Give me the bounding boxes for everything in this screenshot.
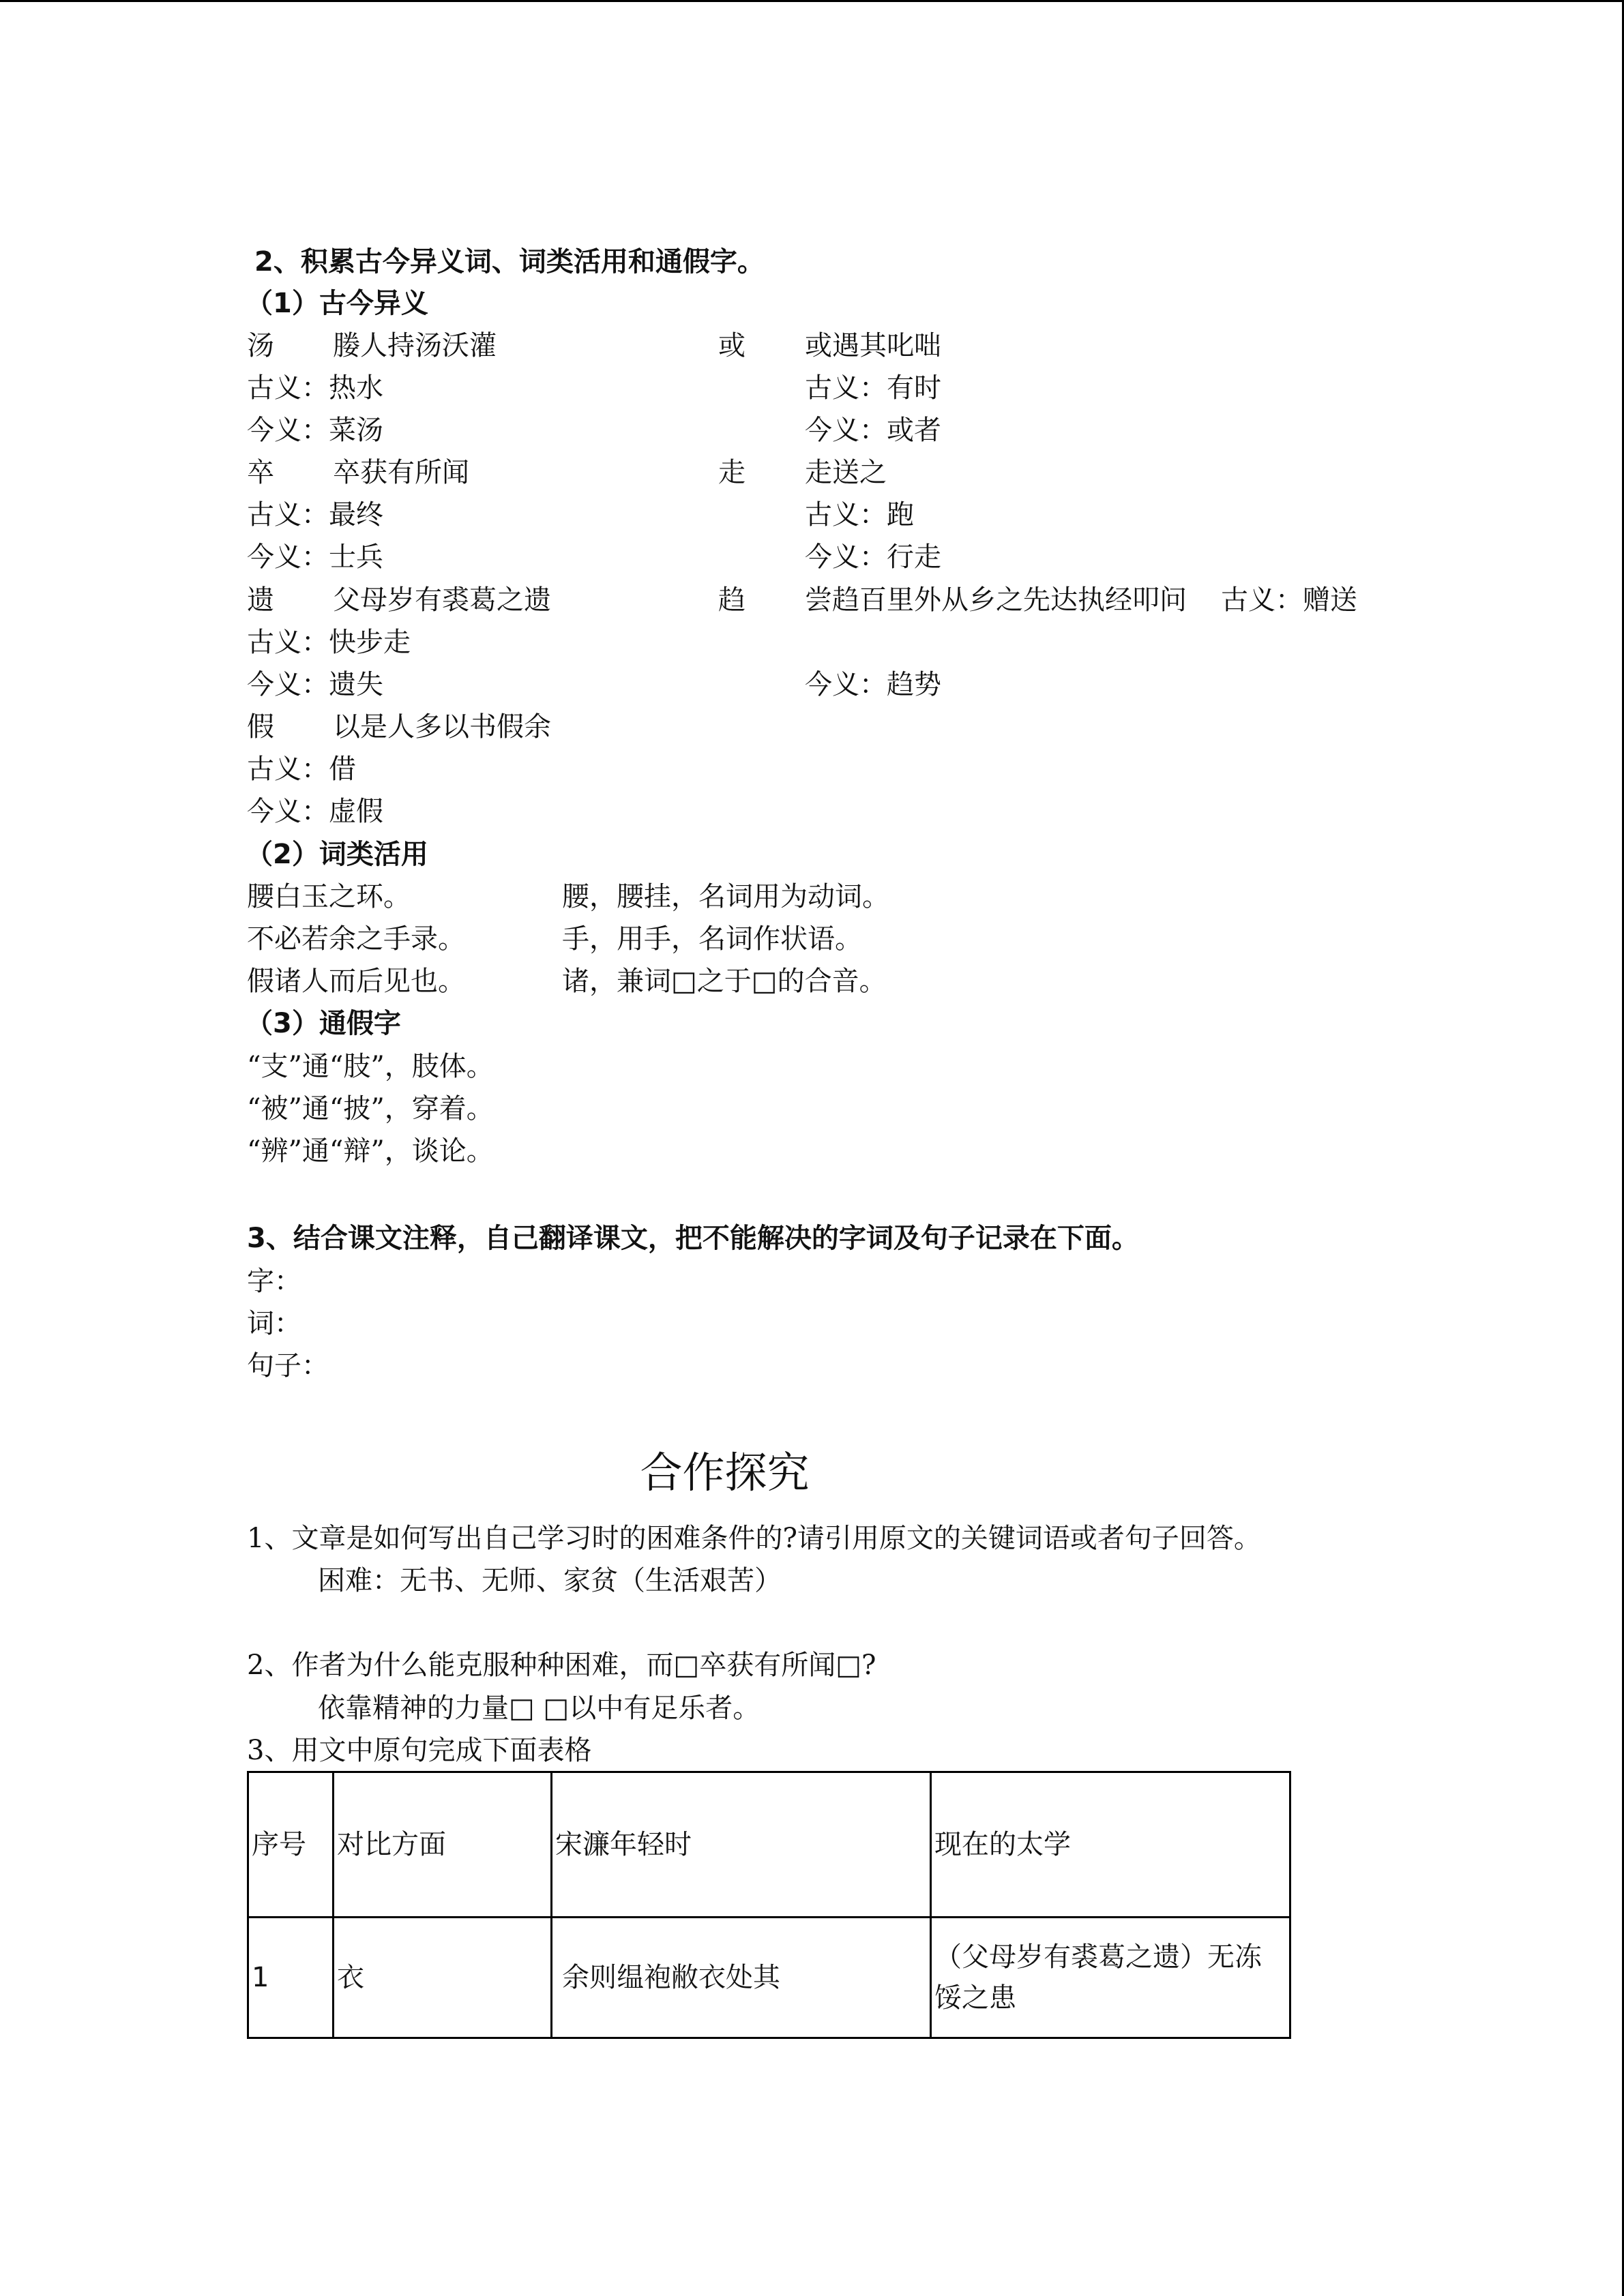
jin-tang: 今义：菜汤 [247,415,383,446]
word-jia: 假 [247,711,274,743]
gu-zu: 古义：最终 [247,499,383,531]
label-ci: 词： [247,1308,301,1339]
jin-jia: 今义：虚假 [247,796,383,827]
huoyong-sentence: 假诸人而后见也。 [247,966,465,997]
huoyong-note: 手，用手，名词作状语。 [562,923,862,955]
cell-aspect: 衣 [334,1918,552,2038]
jin-qu: 今义：趋势 [805,669,941,700]
huoyong-note: 腰，腰挂，名词用为动词。 [562,881,889,912]
label-juzi: 句子： [247,1350,329,1382]
jin-yi: 今义：遗失 [247,669,383,700]
jin-zu: 今义：士兵 [247,541,383,573]
answer-1: 困难：无书、无师、家贫（生活艰苦） [318,1565,782,1596]
cell-number: 1 [248,1918,334,2038]
word-qu: 趋 [718,584,745,616]
cooperate-title: 合作探究 [640,1448,810,1497]
page-border-top [0,0,1624,2]
example-tang: 媵人持汤沃灌 [333,330,497,361]
subsection-heading-huoyong: （2）词类活用 [246,839,428,870]
huoyong-sentence: 不必若余之手录。 [247,923,465,955]
section2-heading: 2、积累古今异义词、词类活用和通假字。 [254,246,765,278]
example-huo: 或遇其叱咄 [805,330,941,361]
header-songlian: 宋濂年轻时 [552,1772,931,1918]
word-huo: 或 [718,330,745,361]
header-duibi: 对比方面 [334,1772,552,1918]
question-1: 1、文章是如何写出自己学习时的困难条件的?请引用原文的关键词语或者句子回答。 [247,1523,1261,1554]
example-zou: 走送之 [805,457,887,488]
example-qu: 尝趋百里外从乡之先达执经叩问 [805,584,1187,616]
tongjia-item: “支”通“肢”，肢体。 [247,1051,494,1082]
example-jia: 以是人多以书假余 [333,711,551,743]
word-zou: 走 [718,457,745,488]
tongjia-item: “辨”通“辩”，谈论。 [247,1135,494,1167]
label-zi: 字： [247,1266,301,1297]
tongjia-item: “被”通“披”，穿着。 [247,1093,494,1124]
gu-huo: 古义：有时 [805,372,941,404]
gu-yi: 古义：快步走 [247,627,411,658]
cell-taixue: （父母岁有裘葛之遗）无冻馁之患 [931,1918,1290,2038]
word-zu: 卒 [247,457,274,488]
huoyong-sentence: 腰白玉之环。 [247,881,411,912]
comparison-table [247,1771,1291,2039]
word-tang: 汤 [247,330,274,361]
gu-zou: 古义：跑 [805,499,914,531]
example-yi: 父母岁有裘葛之遗 [333,584,551,616]
header-taixue: 现在的太学 [931,1772,1290,1918]
gu-qu: 古义：赠送 [1221,584,1357,616]
cell-songlian: 余则缊袍敝衣处其 [552,1918,931,2038]
gu-tang: 古义：热水 [247,372,383,404]
subsection-heading-tongjia: （3）通假字 [246,1008,401,1039]
answer-2: 依靠精神的力量□ □以中有足乐者。 [318,1693,761,1724]
section3-heading: 3、结合课文注释，自己翻译课文，把不能解决的字词及句子记录在下面。 [247,1223,1139,1254]
question-2: 2、作者为什么能克服种种困难，而□卒获有所闻□? [247,1650,876,1681]
subsection-heading-gujin: （1）古今异义 [246,288,428,319]
header-xuhao: 序号 [248,1772,334,1918]
question-3: 3、用文中原句完成下面表格 [247,1735,592,1766]
jin-huo: 今义：或者 [805,415,941,446]
table-header-row [248,1772,1290,1918]
jin-zou: 今义：行走 [805,541,941,573]
example-zu: 卒获有所闻 [333,457,469,488]
gu-jia: 古义：借 [247,754,356,785]
huoyong-note: 诸，兼词□之于□的合音。 [562,966,887,997]
table-row [248,1918,1290,2038]
word-yi: 遗 [247,584,274,616]
